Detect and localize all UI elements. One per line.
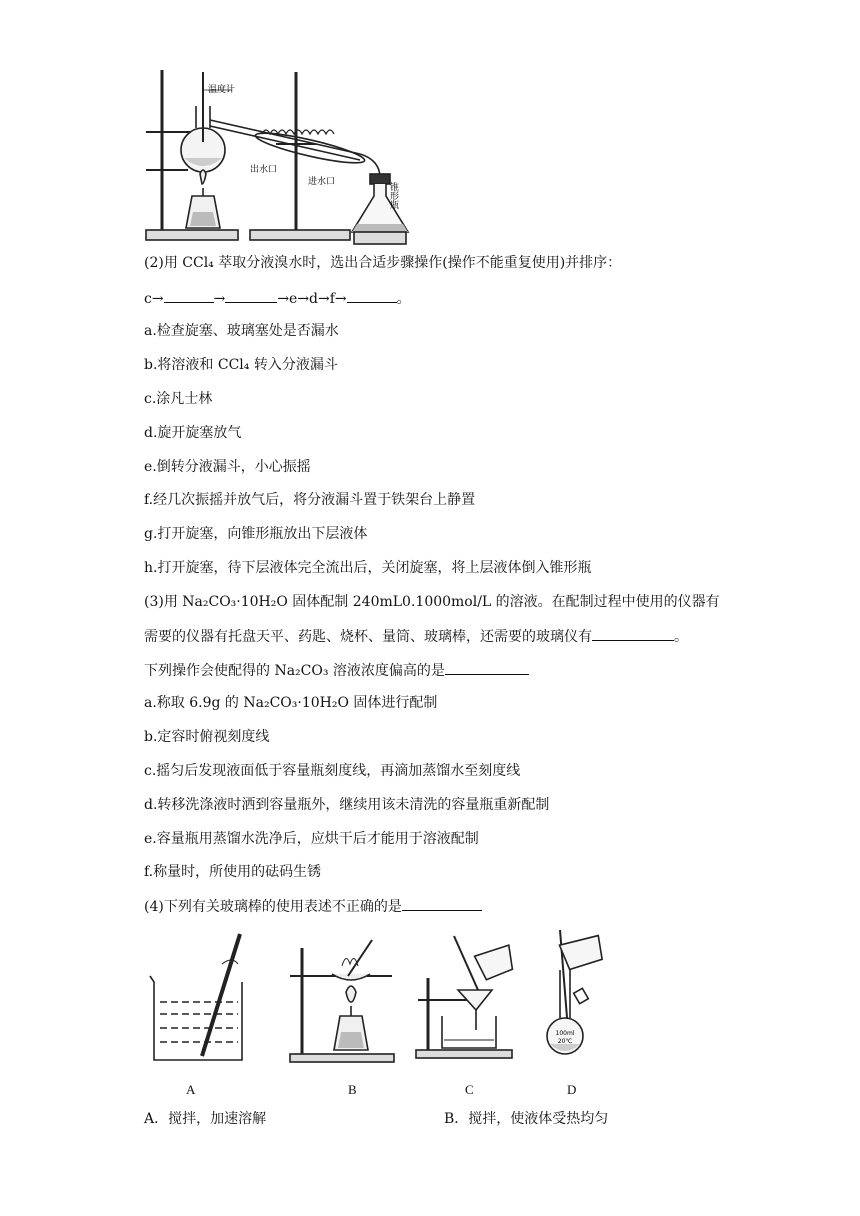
q4-stem-text: (4)下列有关玻璃棒的使用表述不正确的是 — [144, 899, 402, 915]
q2-blank-1[interactable] — [164, 288, 214, 303]
q3-option-f: f.称量时，所使用的砝码生锈 — [144, 864, 322, 880]
q3-line-3-text: 下列操作会使配得的 Na₂CO₃ 溶液浓度偏高的是 — [144, 663, 445, 679]
q2-option-c: c.涂凡士林 — [144, 391, 213, 407]
q3-option-c: c.摇匀后发现液面低于容量瓶刻度线，再滴加蒸馏水至刻度线 — [144, 763, 521, 779]
label-water-in: 进水口 — [308, 177, 336, 187]
figure-b-evaporation — [288, 930, 398, 1066]
q2-sequence — [144, 288, 411, 309]
q2-seq-middle: →e→d→f→ — [277, 291, 347, 307]
q3-option-d: d.转移洗涤液时洒到容量瓶外，继续用该未清洗的容量瓶重新配制 — [144, 797, 550, 813]
q2-option-h: h.打开旋塞，待下层液体完全流出后，关闭旋塞，将上层液体倒入锥形瓶 — [144, 560, 592, 576]
figure-d-transfer — [540, 926, 610, 1068]
q3-option-a: a.称取 6.9g 的 Na₂CO₃·10H₂O 固体进行配制 — [144, 695, 438, 711]
q3-blank-glassware[interactable] — [592, 626, 674, 641]
label-erlenmeyer: 锥形瓶 — [388, 182, 398, 209]
q2-blank-2[interactable] — [225, 288, 277, 303]
q3-line-2 — [144, 626, 688, 647]
q3-line-2-text: 需要的仪器有托盘天平、药匙、烧杯、量筒、玻璃棒，还需要的玻璃仪有 — [144, 629, 592, 645]
q3-option-b: b.定容时俯视刻度线 — [144, 729, 270, 745]
q3-option-e: e.容量瓶用蒸馏水洗净后，应烘干后才能用于溶液配制 — [144, 831, 479, 847]
figure-label-a: A — [186, 1082, 196, 1097]
q2-seq-start: c→ — [144, 291, 164, 307]
q2-option-f: f.经几次振摇并放气后，将分液漏斗置于铁架台上静置 — [144, 492, 476, 508]
q2-option-a: a.检查旋塞、玻璃塞处是否漏水 — [144, 323, 339, 339]
q2-option-b: b.将溶液和 CCl₄ 转入分液漏斗 — [144, 357, 338, 373]
label-thermometer: 温度计 — [208, 85, 236, 95]
figure-a-stirring — [146, 930, 250, 1066]
figure-label-d: D — [567, 1082, 577, 1097]
distillation-apparatus-figure — [140, 62, 440, 248]
q4-choice-a: A．搅拌，加速溶解 — [144, 1111, 267, 1127]
q2-seq-arrow: → — [213, 291, 226, 307]
q3-line-3 — [144, 660, 529, 681]
figure-label-b: B — [348, 1082, 357, 1097]
q4-blank[interactable] — [402, 896, 482, 911]
label-water-out: 出水口 — [250, 165, 278, 175]
q2-option-e: e.倒转分液漏斗，小心振摇 — [144, 459, 311, 475]
q2-option-d: d.旋开旋塞放气 — [144, 425, 242, 441]
q2-stem: (2)用 CCl₄ 萃取分液溴水时，选出合适步骤操作(操作不能重复使用)并排序： — [144, 255, 622, 271]
figure-c-filtration — [414, 930, 526, 1060]
q3-blank-higher[interactable] — [445, 660, 529, 675]
flask-volume-label: 100ml — [555, 1030, 575, 1037]
q2-seq-end: 。 — [396, 291, 411, 307]
q4-choice-b: B．搅拌，使液体受热均匀 — [444, 1111, 609, 1127]
q2-option-g: g.打开旋塞，向锥形瓶放出下层液体 — [144, 526, 368, 542]
flask-temp-label: 20℃ — [557, 1038, 573, 1045]
figure-label-c: C — [465, 1082, 474, 1097]
q2-blank-3[interactable] — [347, 288, 397, 303]
q4-stem — [144, 896, 482, 917]
q3-line-2-end: 。 — [674, 629, 688, 645]
q3-line-1: (3)用 Na₂CO₃·10H₂O 固体配制 240mL0.1000mol/L 的溶液。在配制过程中使用的仪器有 — [144, 594, 720, 610]
